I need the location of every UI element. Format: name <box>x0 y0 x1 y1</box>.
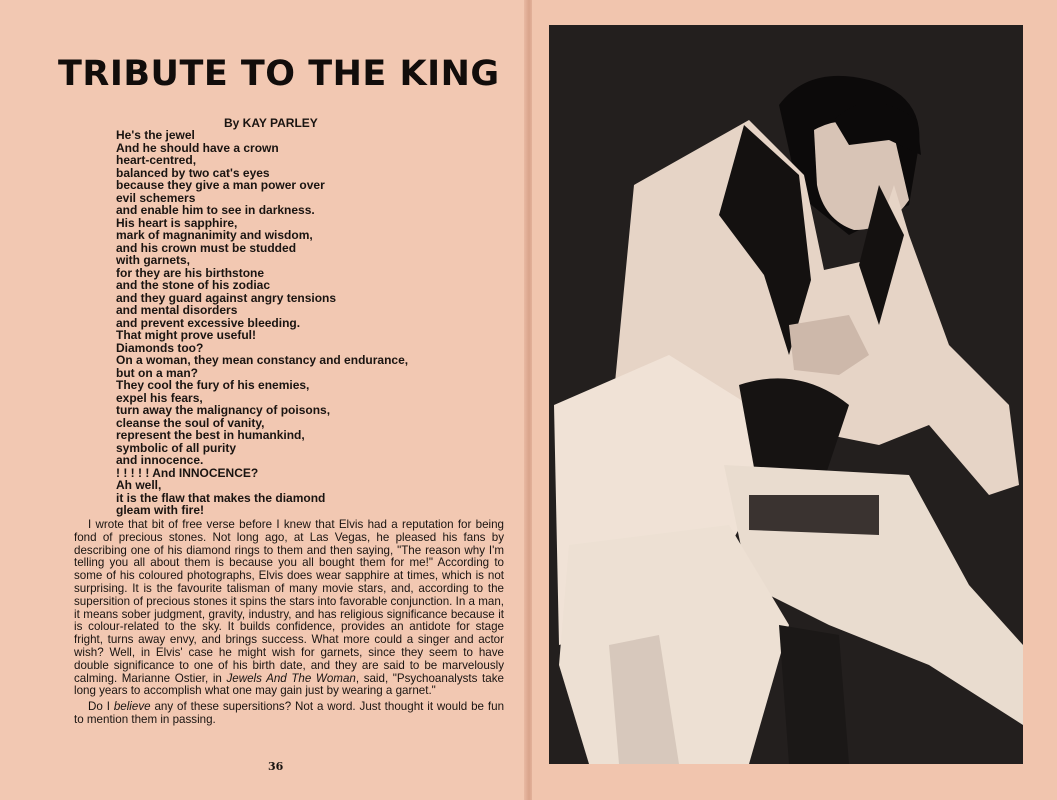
poem-line: and his crown must be studded <box>116 240 297 255</box>
poem-line: and enable him to see in darkness. <box>116 203 315 217</box>
poem-line: His heart is sapphire, <box>116 215 238 230</box>
poem-line: ! ! ! ! ! And INNOCENCE? <box>116 465 259 480</box>
article-body <box>74 519 504 730</box>
poem-line: and they guard against angry tensions <box>116 290 337 305</box>
body-text-segment: any of these supersitions? Not a word. Just thought it would be fun to mention them in passing. <box>74 700 505 726</box>
book-title-italic: Jewels And The Woman <box>226 671 356 685</box>
poem-line: expel his fears, <box>116 390 203 405</box>
emphasis-italic: believe <box>113 700 151 714</box>
poem-line: And he should have a crown <box>116 140 279 155</box>
poem-line: cleanse the soul of vanity, <box>116 415 265 430</box>
body-text-segment: I wrote that bit of free verse before I knew that Elvis had a reputation for being fond of precious stones. Not long ago, at Las Vegas, he pleased his fans by describing one of his diamond rings to them and then saying, "The reason why I'm telling you all about them is because you all bought them for me!" According to some of his coloured photographs, Elvis does wear sapphire at times, which is not surprising. It is the favourite talisman of many movie stars, and, according to the supersition of precious stones it spins the stars into favorable conjunction. In a man, it means sober judgment, gravity, industry, and has religious significance because it is colour-related to the sky. It builds confidence, provides an antidote for stage fright, turns away envy, and brings success. What more could a singer and actor wish? Well, in Elvis' case he might wish for garnets, since they seem to have double significance to one of his birth date, and they are said to be marvelously calming. Marianne Ostier, in <box>74 518 504 685</box>
poem-line: it is the flaw that makes the diamond <box>116 490 326 505</box>
body-paragraph <box>74 519 504 698</box>
poem-line: and the stone of his zodiac <box>116 278 271 292</box>
poem-line: They cool the fury of his enemies, <box>116 378 310 392</box>
body-paragraph <box>74 701 504 727</box>
body-text-segment: , said, "Psychoanalysts take long years to accomplish what one may gain just by wearing a garnet." <box>74 671 504 698</box>
poem-line: heart-centred, <box>116 153 197 167</box>
poem-line: for they are his birthstone <box>116 265 265 280</box>
poem-line: represent the best in humankind, <box>116 428 305 442</box>
poem-line: Ah well, <box>116 478 162 492</box>
poem-line: with garnets, <box>116 253 191 267</box>
poem-line: turn away the malignancy of poisons, <box>116 403 331 417</box>
poem-line: symbolic of all purity <box>116 440 237 455</box>
poem-line: but on a man? <box>116 365 198 380</box>
poem <box>116 129 456 517</box>
poem-line: balanced by two cat's eyes <box>116 165 270 180</box>
poem-line: gleam with fire! <box>116 503 205 517</box>
poem-line: evil schemers <box>116 190 196 205</box>
body-text-segment: Do I <box>88 700 114 714</box>
poem-line: He's the jewel <box>116 128 195 142</box>
poem-line: On a woman, they mean constancy and endurance, <box>116 353 409 367</box>
left-page <box>0 0 528 800</box>
article-title: TRIBUTE TO THE KING <box>58 54 500 94</box>
page-number: 36 <box>268 760 284 773</box>
poem-line: and mental disorders <box>116 303 238 317</box>
article-byline: By KAY PARLEY <box>224 116 318 130</box>
poem-line: and prevent excessive bleeding. <box>116 315 301 330</box>
poem-line: Diamonds too? <box>116 340 204 355</box>
poem-line: because they give a man power over <box>116 178 325 192</box>
poem-line: and innocence. <box>116 453 204 467</box>
performer-photo <box>549 25 1023 764</box>
poem-line: That might prove useful! <box>116 328 257 342</box>
poem-line: mark of magnanimity and wisdom, <box>116 228 313 242</box>
